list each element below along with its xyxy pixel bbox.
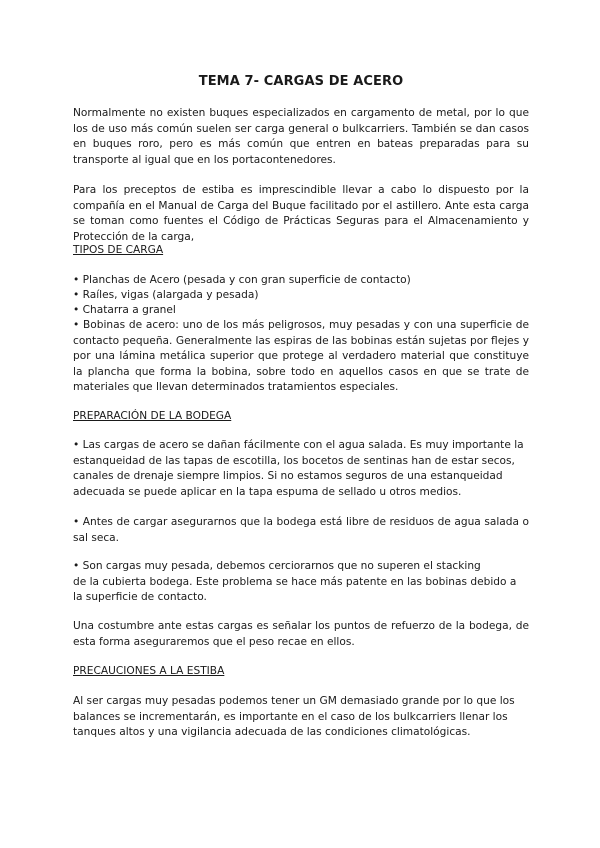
intro-paragraph-2: Para los preceptos de estiba es imprescindible llevar a cabo lo dispuesto por la compañía en el Manual de Carga del Buque facilitado por el astillero. Ante esta carga se toman como fuentes el Código de Prácticas Seguras para el Almacenamiento y Protección de la carga, <box>73 184 529 243</box>
precauciones-line-3: tanques altos y una vigilancia adecuada de las condiciones climatológicas. <box>73 726 471 739</box>
page-title: TEMA 7- CARGAS DE ACERO <box>198 74 404 89</box>
section-heading-preparacion: PREPARACIÓN DE LA BODEGA <box>73 410 232 422</box>
section-heading-tipos: TIPOS DE CARGA <box>73 244 164 256</box>
tipos-item-1: • Planchas de Acero (pesada y con gran superficie de contacto) <box>73 274 411 286</box>
preparacion-paragraph-3 <box>73 559 529 606</box>
preparacion-p3-line-3: la superficie de contacto. <box>73 591 207 604</box>
preparacion-p1-line-2: estanqueidad de las tapas de escotilla, los bocetos de sentinas han de estar secos, <box>73 454 515 467</box>
tipos-item-3: • Chatarra a granel <box>73 304 176 316</box>
precauciones-paragraph <box>73 694 529 741</box>
precauciones-line-1: Al ser cargas muy pesadas podemos tener un GM demasiado grande por lo que los <box>73 695 515 707</box>
tipos-item-2: • Raíles, vigas (alargada y pesada) <box>73 289 259 301</box>
preparacion-p3-line-1: • Son cargas muy pesada, debemos cerciorarnos que no superen el stacking <box>73 560 481 572</box>
preparacion-p1-line-1: • Las cargas de acero se dañan fácilmente con el agua salada. Es muy importante la <box>73 439 524 451</box>
tipos-item-4: • Bobinas de acero: uno de los más peligrosos, muy pesadas y con una superficie de contacto pequeña. Generalmente las espiras de las bobinas están sujetas por flejes y por una lámina metálica superior que protege al verdadero material que constituye la plancha que forma la bobina, sobre todo en aquellos casos en que se trate de materiales que llevan determinados tratamientos especiales. <box>73 319 529 394</box>
preparacion-paragraph-1 <box>73 438 529 500</box>
intro-paragraph-1: Normalmente no existen buques especializados en cargamento de metal, por lo que los de uso más común suelen ser carga general o bulkcarriers. También se dan casos en buques roro, pero es más común que entren en bateas preparadas para su transporte al igual que en los portacontenedores. <box>73 107 529 166</box>
preparacion-p3-line-2: de la cubierta bodega. Este problema se hace más patente en las bobinas debido a <box>73 575 517 588</box>
preparacion-paragraph-4: Una costumbre ante estas cargas es señalar los puntos de refuerzo de la bodega, de esta forma aseguraremos que el peso recae en ellos. <box>73 620 529 648</box>
preparacion-p1-line-3: canales de drenaje siempre limpios. Si no estamos seguros de una estanqueidad <box>73 470 503 483</box>
preparacion-paragraph-2: • Antes de cargar asegurarnos que la bodega está libre de residuos de agua salada o sal seca. <box>73 516 529 544</box>
preparacion-p1-line-4: adecuada se puede aplicar en la tapa espuma de sellado u otros medios. <box>73 485 462 498</box>
section-heading-precauciones: PRECAUCIONES A LA ESTIBA <box>73 665 225 677</box>
precauciones-line-2: balances se incrementarán, es importante en el caso de los bulkcarriers llenar los <box>73 710 508 723</box>
